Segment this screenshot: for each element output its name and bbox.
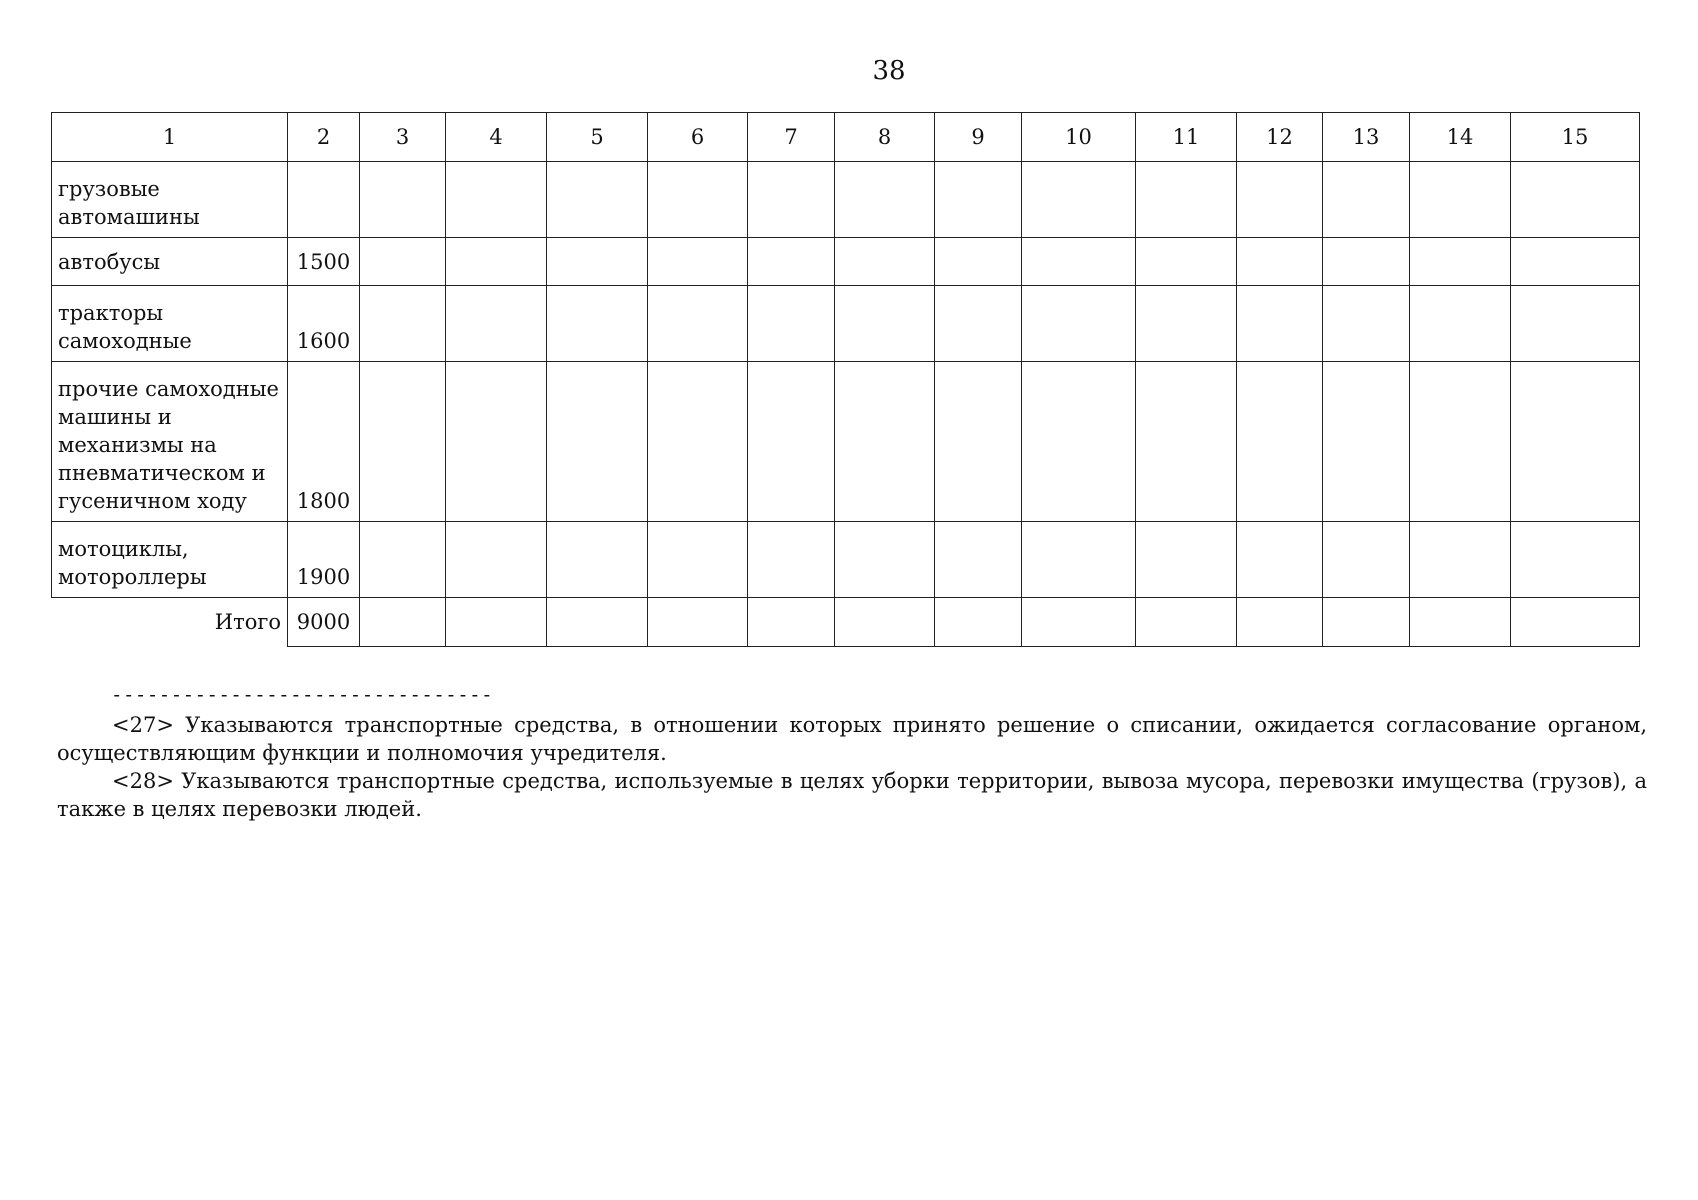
- vehicles-table: [51, 112, 1640, 647]
- column-header: 10: [1022, 113, 1136, 162]
- column-header: 13: [1323, 113, 1410, 162]
- total-label: Итого: [52, 598, 288, 647]
- row-code: 1900: [288, 522, 360, 598]
- total-code: 9000: [288, 598, 360, 647]
- column-header: 5: [547, 113, 648, 162]
- row-code: 1500: [288, 238, 360, 286]
- row-code: [288, 162, 360, 238]
- row-code: 1600: [288, 286, 360, 362]
- footnotes: [57, 711, 1647, 823]
- total-row: [52, 598, 1640, 647]
- column-header: 8: [835, 113, 935, 162]
- footnote-27: <27> Указываются транспортные средства, в отношении которых принято решение о списании, ожидается согласование органом, осуществляющим функции и полномочия учредителя.: [57, 713, 1647, 765]
- column-header: 15: [1511, 113, 1640, 162]
- row-label: тракторы самоходные: [52, 286, 288, 362]
- column-header: 3: [360, 113, 446, 162]
- row-label: автобусы: [52, 238, 288, 286]
- column-header: 6: [648, 113, 748, 162]
- column-header: 2: [288, 113, 360, 162]
- column-header: 12: [1237, 113, 1323, 162]
- table-row: [52, 238, 1640, 286]
- row-label: мотоциклы, мотороллеры: [52, 522, 288, 598]
- column-header: 4: [446, 113, 547, 162]
- table-row: [52, 522, 1640, 598]
- column-header: 9: [935, 113, 1022, 162]
- table-header-row: [52, 113, 1640, 162]
- column-header: 11: [1136, 113, 1237, 162]
- row-label: прочие самоходные машины и механизмы на пневматическом и гусеничном ходу: [52, 362, 288, 522]
- column-header: 1: [52, 113, 288, 162]
- column-header: 7: [748, 113, 835, 162]
- table-row: [52, 286, 1640, 362]
- page-number: 38: [872, 56, 906, 86]
- footnote-separator: --------------------------------: [111, 684, 494, 706]
- row-code: 1800: [288, 362, 360, 522]
- row-label: грузовые автомашины: [52, 162, 288, 238]
- table-row: [52, 162, 1640, 238]
- column-header: 14: [1410, 113, 1511, 162]
- table-row: [52, 362, 1640, 522]
- footnote-28: <28> Указываются транспортные средства, используемые в целях уборки территории, вывоза мусора, перевозки имущества (грузов), а также в целях перевозки людей.: [57, 769, 1647, 821]
